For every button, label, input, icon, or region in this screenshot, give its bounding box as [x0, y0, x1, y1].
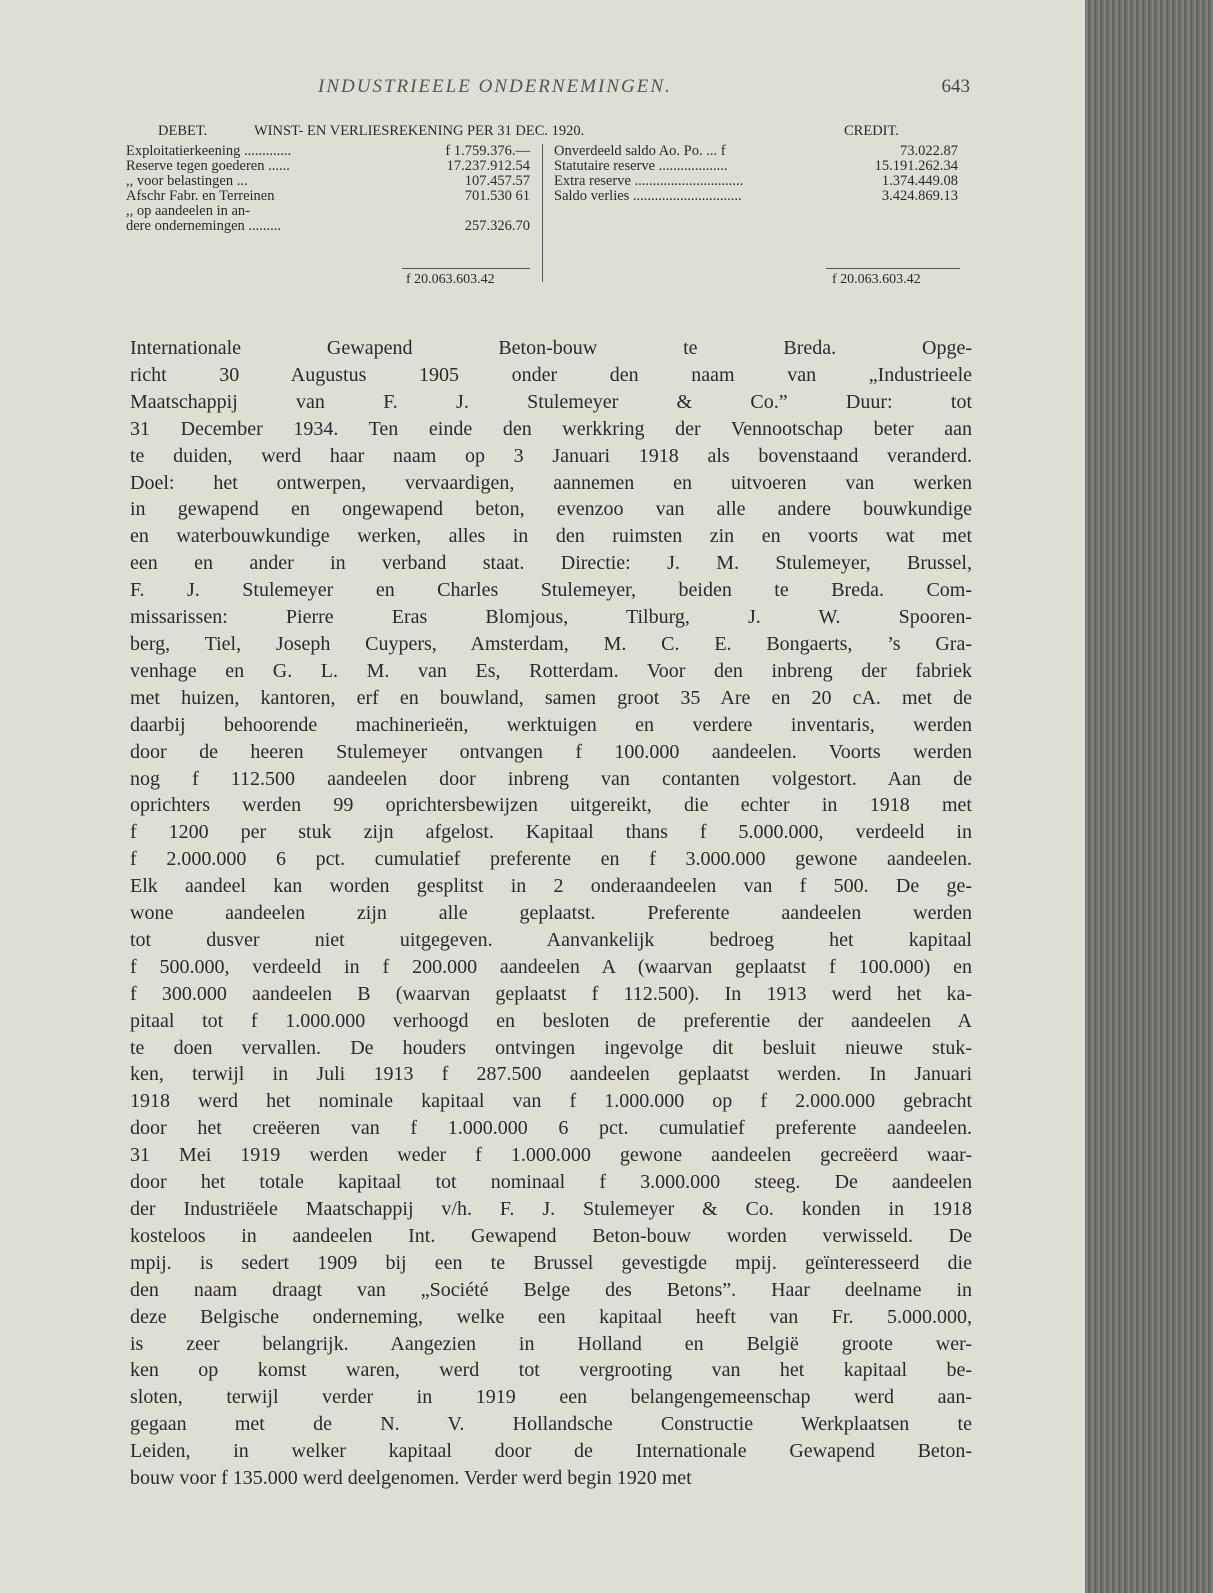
- text-line: gegaan met de N. V. Hollandsche Constructie Werkplaatsen te: [130, 1413, 972, 1436]
- text-line: f 300.000 aandeelen B (waarvan geplaatst f 112.500). In 1913 werd het ka-: [130, 982, 972, 1005]
- credit-row: Statutaire reserve ................... 15.191.262.34: [554, 158, 958, 174]
- credit-column: [548, 144, 972, 204]
- text-line: deze Belgische onderneming, welke een kapitaal heeft van Fr. 5.000.000,: [130, 1305, 972, 1328]
- profit-loss-account: [126, 124, 972, 304]
- text-line: en waterbouwkundige werken, alles in den ruimsten zin en voorts wat met: [130, 525, 972, 548]
- debit-total-rule: [402, 268, 530, 269]
- account-title: WINST- EN VERLIESREKENING PER 31 DEC. 1920.: [254, 123, 585, 139]
- text-line: ken, terwijl in Juli 1913 f 287.500 aandeelen geplaatst werden. In Januari: [130, 1063, 972, 1086]
- text-line: met huizen, kantoren, erf en bouwland, samen groot 35 Are en 20 cA. met de: [130, 686, 972, 709]
- debit-row: dere ondernemingen ......... 257.326.70: [126, 218, 530, 234]
- text-line: F. J. Stulemeyer en Charles Stulemeyer, beiden te Breda. Com-: [130, 579, 972, 602]
- debit-row: Exploitatierkeening ............. f 1.759.376.—: [126, 143, 530, 159]
- text-line: 31 Mei 1919 werden weder f 1.000.000 gewone aandeelen gecreëerd waar-: [130, 1144, 972, 1167]
- text-line: berg, Tiel, Joseph Cuypers, Amsterdam, M. C. E. Bongaerts, ’s Gra-: [130, 632, 972, 655]
- text-line: Internationale Gewapend Beton-bouw te Breda. Opge-: [130, 337, 972, 359]
- text-line: te doen vervallen. De houders ontvingen ingevolge dit besluit nieuwe stuk-: [130, 1036, 972, 1059]
- text-line: f 500.000, verdeeld in f 200.000 aandeelen A (waarvan geplaatst f 100.000) en: [130, 955, 972, 978]
- text-line: Leiden, in welker kapitaal door de Internationale Gewapend Beton-: [130, 1440, 972, 1463]
- text-line: 1918 werd het nominale kapitaal van f 1.000.000 op f 2.000.000 gebracht: [130, 1090, 972, 1113]
- text-line: door de heeren Stulemeyer ontvangen f 100.000 aandeelen. Voorts werden: [130, 740, 972, 763]
- text-line: wone aandeelen zijn alle geplaatst. Preferente aandeelen werden: [130, 902, 972, 925]
- debet-label: DEBET.: [158, 123, 208, 139]
- text-line: in gewapend en ongewapend beton, evenzoo van alle andere bouwkundige: [130, 498, 972, 521]
- debit-row: Afschr Fabr. en Terreinen 701.530 61: [126, 188, 530, 204]
- text-line: nog f 112.500 aandeelen door inbreng van contanten volgestort. Aan de: [130, 767, 972, 790]
- credit-row: Onverdeeld saldo Ao. Po. ... f 73.022.87: [554, 143, 958, 159]
- page-number: 643: [941, 76, 970, 97]
- text-line: kosteloos in aandeelen Int. Gewapend Beton-bouw worden verwisseld. De: [130, 1224, 972, 1247]
- debit-row: ,, op aandeelen in an-: [126, 203, 251, 219]
- text-line: 31 December 1934. Ten einde den werkkring der Vennootschap beter aan: [130, 417, 972, 440]
- text-line: te duiden, werd haar naam op 3 Januari 1918 als bovenstaand veranderd.: [130, 444, 972, 467]
- text-line: sloten, terwijl verder in 1919 een belangengemeenschap werd aan-: [130, 1386, 972, 1409]
- book-spine: [1085, 0, 1213, 1593]
- text-line: Doel: het ontwerpen, vervaardigen, aannemen en uitvoeren van werken: [130, 471, 972, 494]
- credit-row: Extra reserve .............................. 1.374.449.08: [554, 173, 958, 189]
- text-line: bouw voor f 135.000 werd deelgenomen. Verder werd begin 1920 met: [130, 1467, 692, 1490]
- text-line: tot dusver niet uitgegeven. Aanvankelijk bedroeg het kapitaal: [130, 928, 972, 951]
- text-line: f 2.000.000 6 pct. cumulatief preferente en f 3.000.000 gewone aandeelen.: [130, 848, 972, 871]
- debit-column: [126, 144, 544, 234]
- running-title: INDUSTRIEELE ONDERNEMINGEN.: [318, 76, 672, 97]
- text-line: een en ander in verband staat. Directie: J. M. Stulemeyer, Brussel,: [130, 552, 972, 575]
- text-line: f 1200 per stuk zijn afgelost. Kapitaal thans f 5.000.000, verdeeld in: [130, 821, 972, 844]
- debit-row: Reserve tegen goederen ...... 17.237.912.54: [126, 158, 530, 174]
- text-line: der Industriëele Maatschappij v/h. F. J. Stulemeyer & Co. konden in 1918: [130, 1198, 972, 1220]
- text-line: mpij. is sedert 1909 bij een te Brussel gevestigde mpij. geïnteresseerd die: [130, 1251, 972, 1274]
- column-divider: [542, 144, 543, 282]
- text-line: richt 30 Augustus 1905 onder den naam van „Industrieele: [130, 363, 972, 386]
- text-line: pitaal tot f 1.000.000 verhoogd en besloten de preferentie der aandeelen A: [130, 1009, 972, 1032]
- text-line: missarissen: Pierre Eras Blomjous, Tilburg, J. W. Spooren-: [130, 606, 972, 629]
- credit-label: CREDIT.: [844, 123, 899, 139]
- debit-row: ,, voor belastingen ... 107.457.57: [126, 173, 530, 189]
- text-line: daarbij behoorende machinerieën, werktuigen en verdere inventaris, werden: [130, 713, 972, 736]
- text-line: venhage en G. L. M. van Es, Rotterdam. Voor den inbreng der fabriek: [130, 659, 972, 682]
- credit-total: f 20.063.603.42: [832, 272, 921, 287]
- text-line: door het totale kapitaal tot nominaal f 3.000.000 steeg. De aandeelen: [130, 1171, 972, 1194]
- company-description: [130, 335, 972, 1585]
- debit-total: f 20.063.603.42: [406, 272, 495, 287]
- text-line: Elk aandeel kan worden gesplitst in 2 onderaandeelen van f 500. De ge-: [130, 875, 972, 898]
- text-line: ken op komst waren, werd tot vergrooting van het kapitaal be-: [130, 1359, 972, 1382]
- text-line: oprichters werden 99 oprichtersbewijzen uitgereikt, die echter in 1918 met: [130, 794, 972, 817]
- credit-row: Saldo verlies .............................. 3.424.869.13: [554, 188, 958, 204]
- running-header: [130, 76, 970, 106]
- credit-total-rule: [826, 268, 960, 269]
- text-line: door het creëeren van f 1.000.000 6 pct. cumulatief preferente aandeelen.: [130, 1117, 972, 1140]
- text-line: is zeer belangrijk. Aangezien in Holland en België groote wer-: [130, 1332, 972, 1355]
- text-line: den naam draagt van „Société Belge des Betons”. Haar deelname in: [130, 1278, 972, 1301]
- text-line: Maatschappij van F. J. Stulemeyer & Co.” Duur: tot: [130, 390, 972, 413]
